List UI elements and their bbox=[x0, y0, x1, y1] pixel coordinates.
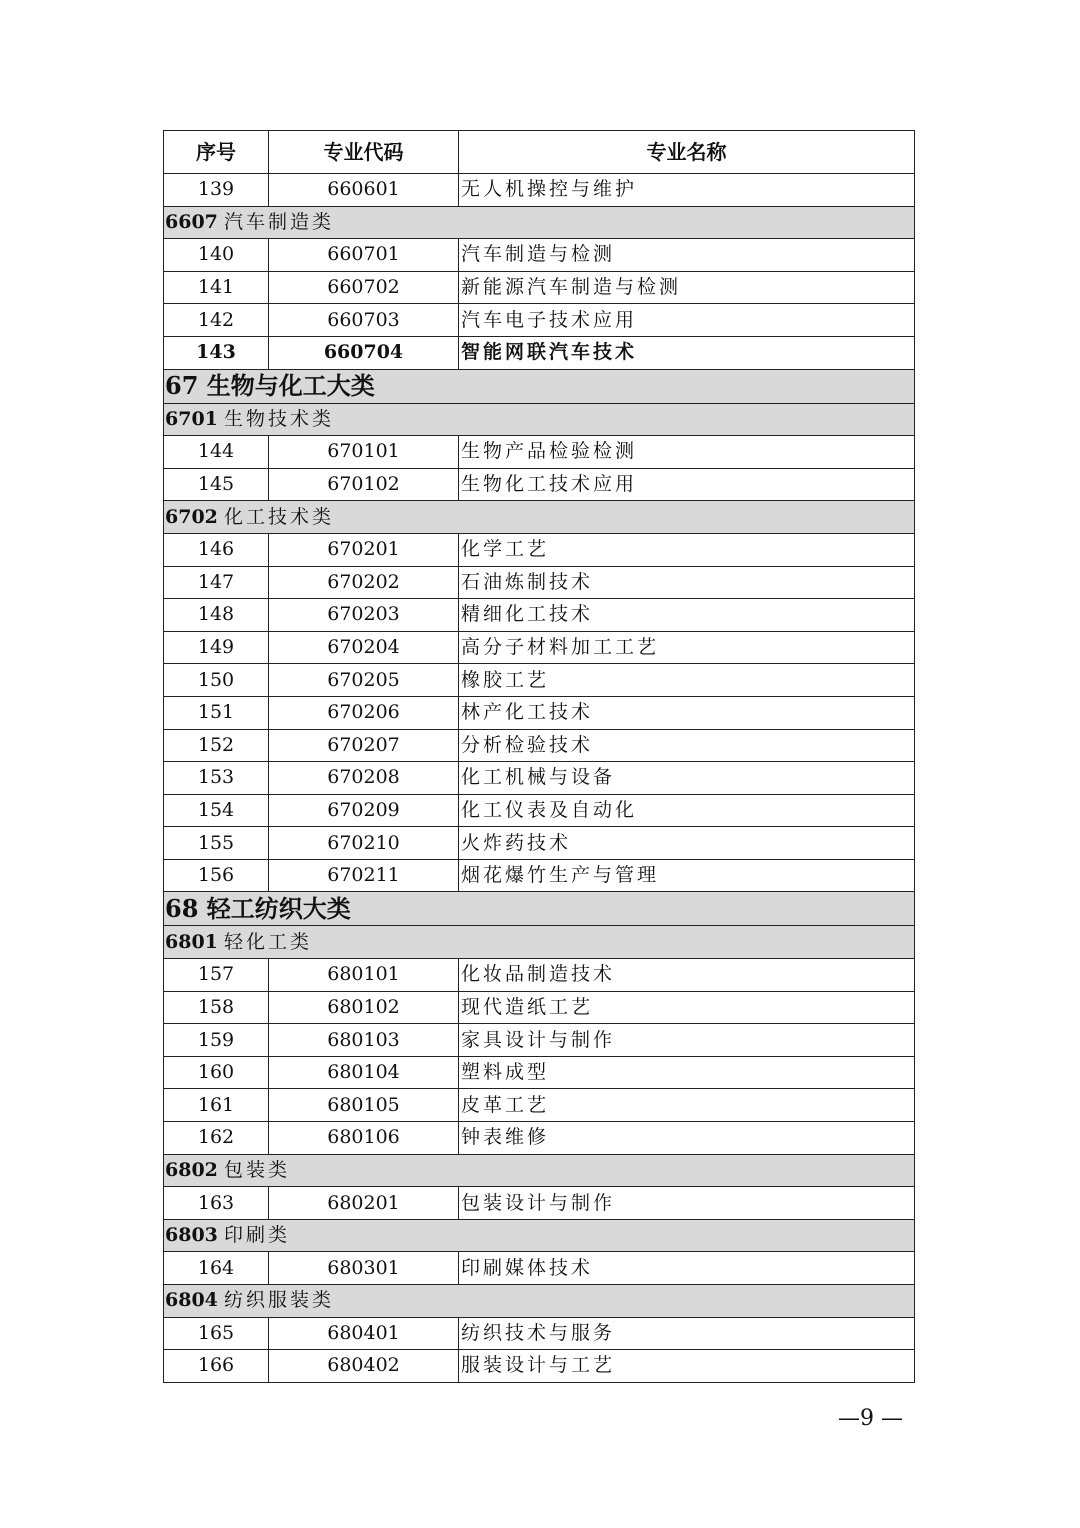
group-cell bbox=[164, 403, 915, 436]
row-name: 火炸药技术 bbox=[459, 827, 915, 860]
group-code: 6801 bbox=[165, 930, 218, 953]
row-num: 156 bbox=[164, 859, 269, 892]
row-name: 印刷媒体技术 bbox=[459, 1252, 915, 1285]
row-name: 纺织技术与服务 bbox=[459, 1317, 915, 1350]
row-name: 无人机操控与维护 bbox=[459, 174, 915, 207]
row-num: 161 bbox=[164, 1089, 269, 1122]
group-cell bbox=[164, 1219, 915, 1252]
group-name: 包装类 bbox=[223, 1158, 290, 1181]
category-row bbox=[164, 892, 915, 926]
group-name: 纺织服装类 bbox=[223, 1289, 334, 1312]
group-code: 6607 bbox=[165, 210, 218, 233]
table-row bbox=[164, 1252, 915, 1285]
row-num: 145 bbox=[164, 468, 269, 501]
header-name: 专业名称 bbox=[459, 131, 915, 174]
row-num: 143 bbox=[164, 336, 269, 369]
row-num: 148 bbox=[164, 599, 269, 632]
row-num: 144 bbox=[164, 436, 269, 469]
table-row bbox=[164, 959, 915, 992]
category-label: 67 生物与化工大类 bbox=[164, 369, 915, 403]
row-name: 生物化工技术应用 bbox=[459, 468, 915, 501]
group-name: 轻化工类 bbox=[223, 930, 312, 953]
row-code: 670209 bbox=[269, 794, 459, 827]
row-code: 670203 bbox=[269, 599, 459, 632]
row-num: 142 bbox=[164, 304, 269, 337]
row-code: 680106 bbox=[269, 1122, 459, 1155]
group-name: 汽车制造类 bbox=[223, 210, 334, 233]
row-code: 680201 bbox=[269, 1187, 459, 1220]
table-row bbox=[164, 1089, 915, 1122]
group-cell bbox=[164, 206, 915, 239]
group-code: 6701 bbox=[165, 407, 218, 430]
row-num: 165 bbox=[164, 1317, 269, 1350]
table-row bbox=[164, 533, 915, 566]
group-code: 6802 bbox=[165, 1158, 218, 1181]
row-name: 林产化工技术 bbox=[459, 696, 915, 729]
row-code: 670102 bbox=[269, 468, 459, 501]
row-code: 680105 bbox=[269, 1089, 459, 1122]
table-row bbox=[164, 1024, 915, 1057]
page-number: —9 — bbox=[838, 1406, 903, 1431]
row-name: 皮革工艺 bbox=[459, 1089, 915, 1122]
header-row bbox=[164, 131, 915, 174]
group-name: 生物技术类 bbox=[223, 407, 334, 430]
header-code: 专业代码 bbox=[269, 131, 459, 174]
row-code: 680401 bbox=[269, 1317, 459, 1350]
row-num: 162 bbox=[164, 1122, 269, 1155]
row-code: 660701 bbox=[269, 239, 459, 272]
row-code: 680101 bbox=[269, 959, 459, 992]
row-name: 智能网联汽车技术 bbox=[459, 336, 915, 369]
row-num: 152 bbox=[164, 729, 269, 762]
row-num: 159 bbox=[164, 1024, 269, 1057]
row-num: 154 bbox=[164, 794, 269, 827]
table-row bbox=[164, 827, 915, 860]
group-row bbox=[164, 1285, 915, 1318]
majors-table bbox=[163, 130, 915, 1383]
table-row bbox=[164, 1317, 915, 1350]
category-label: 68 轻工纺织大类 bbox=[164, 892, 915, 926]
row-code: 680402 bbox=[269, 1350, 459, 1383]
table-row bbox=[164, 696, 915, 729]
table-row bbox=[164, 794, 915, 827]
row-num: 141 bbox=[164, 271, 269, 304]
row-num: 160 bbox=[164, 1056, 269, 1089]
row-code: 670201 bbox=[269, 533, 459, 566]
row-num: 139 bbox=[164, 174, 269, 207]
row-num: 151 bbox=[164, 696, 269, 729]
row-code: 680102 bbox=[269, 991, 459, 1024]
group-cell bbox=[164, 501, 915, 534]
row-num: 166 bbox=[164, 1350, 269, 1383]
row-num: 155 bbox=[164, 827, 269, 860]
row-name: 化学工艺 bbox=[459, 533, 915, 566]
row-code: 670205 bbox=[269, 664, 459, 697]
row-num: 150 bbox=[164, 664, 269, 697]
table-row bbox=[164, 599, 915, 632]
row-code: 670101 bbox=[269, 436, 459, 469]
row-name: 钟表维修 bbox=[459, 1122, 915, 1155]
row-code: 670206 bbox=[269, 696, 459, 729]
row-name: 汽车电子技术应用 bbox=[459, 304, 915, 337]
row-code: 680103 bbox=[269, 1024, 459, 1057]
row-name: 烟花爆竹生产与管理 bbox=[459, 859, 915, 892]
row-name: 高分子材料加工工艺 bbox=[459, 631, 915, 664]
table-row bbox=[164, 859, 915, 892]
group-row bbox=[164, 926, 915, 959]
table-row bbox=[164, 271, 915, 304]
table-row bbox=[164, 991, 915, 1024]
table-row bbox=[164, 336, 915, 369]
row-code: 660703 bbox=[269, 304, 459, 337]
table-row bbox=[164, 239, 915, 272]
row-name: 化工仪表及自动化 bbox=[459, 794, 915, 827]
table-row bbox=[164, 436, 915, 469]
row-name: 精细化工技术 bbox=[459, 599, 915, 632]
row-code: 670202 bbox=[269, 566, 459, 599]
row-name: 汽车制造与检测 bbox=[459, 239, 915, 272]
row-code: 670210 bbox=[269, 827, 459, 860]
row-code: 670204 bbox=[269, 631, 459, 664]
category-row bbox=[164, 369, 915, 403]
group-code: 6804 bbox=[165, 1289, 218, 1312]
table-row bbox=[164, 566, 915, 599]
row-name: 化工机械与设备 bbox=[459, 762, 915, 795]
table-row bbox=[164, 1187, 915, 1220]
row-code: 670207 bbox=[269, 729, 459, 762]
group-cell bbox=[164, 1285, 915, 1318]
row-name: 分析检验技术 bbox=[459, 729, 915, 762]
group-name: 印刷类 bbox=[223, 1224, 290, 1247]
row-code: 670208 bbox=[269, 762, 459, 795]
group-row bbox=[164, 403, 915, 436]
group-code: 6803 bbox=[165, 1224, 218, 1247]
group-row bbox=[164, 206, 915, 239]
group-cell bbox=[164, 926, 915, 959]
row-num: 158 bbox=[164, 991, 269, 1024]
row-name: 服装设计与工艺 bbox=[459, 1350, 915, 1383]
row-code: 670211 bbox=[269, 859, 459, 892]
row-num: 163 bbox=[164, 1187, 269, 1220]
table-row bbox=[164, 174, 915, 207]
group-row bbox=[164, 501, 915, 534]
table-row bbox=[164, 1350, 915, 1383]
row-code: 680301 bbox=[269, 1252, 459, 1285]
row-num: 146 bbox=[164, 533, 269, 566]
row-name: 现代造纸工艺 bbox=[459, 991, 915, 1024]
row-name: 塑料成型 bbox=[459, 1056, 915, 1089]
row-name: 家具设计与制作 bbox=[459, 1024, 915, 1057]
row-code: 660601 bbox=[269, 174, 459, 207]
row-num: 153 bbox=[164, 762, 269, 795]
table-row bbox=[164, 304, 915, 337]
table-row bbox=[164, 762, 915, 795]
row-name: 包装设计与制作 bbox=[459, 1187, 915, 1220]
table-row bbox=[164, 1056, 915, 1089]
group-row bbox=[164, 1219, 915, 1252]
group-row bbox=[164, 1154, 915, 1187]
group-cell bbox=[164, 1154, 915, 1187]
row-name: 化妆品制造技术 bbox=[459, 959, 915, 992]
row-num: 157 bbox=[164, 959, 269, 992]
row-num: 164 bbox=[164, 1252, 269, 1285]
row-code: 660702 bbox=[269, 271, 459, 304]
table-row bbox=[164, 664, 915, 697]
table-row bbox=[164, 729, 915, 762]
row-num: 149 bbox=[164, 631, 269, 664]
table-body bbox=[164, 174, 915, 1383]
row-code: 680104 bbox=[269, 1056, 459, 1089]
group-code: 6702 bbox=[165, 505, 218, 528]
header-num: 序号 bbox=[164, 131, 269, 174]
row-name: 橡胶工艺 bbox=[459, 664, 915, 697]
table-row bbox=[164, 1122, 915, 1155]
row-name: 石油炼制技术 bbox=[459, 566, 915, 599]
row-name: 新能源汽车制造与检测 bbox=[459, 271, 915, 304]
row-num: 147 bbox=[164, 566, 269, 599]
table-row bbox=[164, 468, 915, 501]
row-name: 生物产品检验检测 bbox=[459, 436, 915, 469]
row-code: 660704 bbox=[269, 336, 459, 369]
group-name: 化工技术类 bbox=[223, 505, 334, 528]
row-num: 140 bbox=[164, 239, 269, 272]
table-row bbox=[164, 631, 915, 664]
